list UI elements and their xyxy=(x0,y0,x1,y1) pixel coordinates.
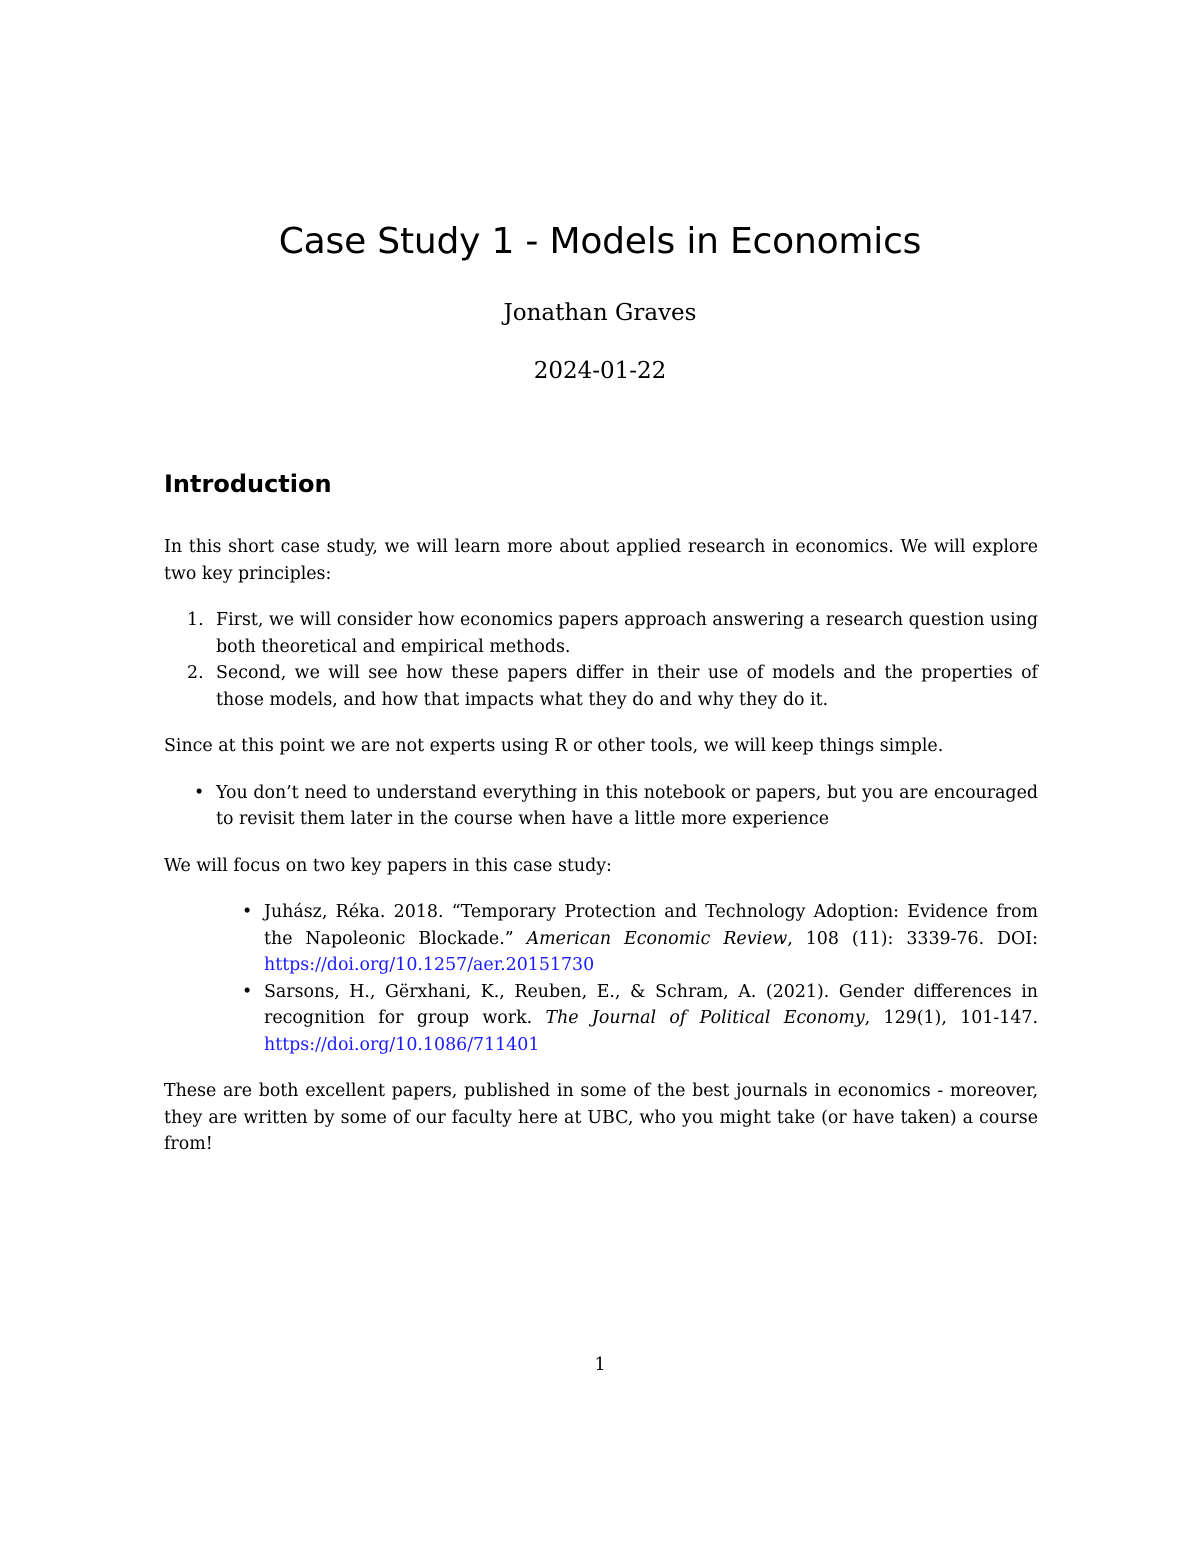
document-date: 2024-01-22 xyxy=(533,358,667,384)
list-item xyxy=(164,780,1038,833)
doi-link[interactable]: https://doi.org/10.1257/aer.20151730 xyxy=(264,955,595,975)
intro-paragraph: In this short case study, we will learn more about applied research in economics. We will explore two key principles: xyxy=(164,537,1038,584)
list-item-text: You don’t need to understand everything in this notebook or papers, but you are encouraged to revisit them later in the course when have a little more experience xyxy=(216,782,1038,829)
document-author: Jonathan Graves xyxy=(503,300,697,326)
closing-paragraph: These are both excellent papers, published in some of the best journals in economics - moreover, they are written by some of our faculty here at UBC, who you might take (or have taken) a course from! xyxy=(164,1081,1038,1154)
principles-list xyxy=(164,607,1038,713)
bullet-marker: • xyxy=(242,981,253,1002)
list-item xyxy=(164,607,1038,660)
list-item-number: 1. xyxy=(187,610,204,630)
doi-link[interactable]: https://doi.org/10.1086/711401 xyxy=(264,1034,540,1055)
notes-list xyxy=(164,780,1038,833)
reference-item xyxy=(164,979,1038,1059)
list-item xyxy=(164,660,1038,713)
bullet-marker: • xyxy=(242,902,253,922)
section-heading-introduction: Introduction xyxy=(164,470,332,498)
page-number: 1 xyxy=(594,1355,606,1375)
reference-item xyxy=(164,899,1038,979)
reference-journal: American Economic Review xyxy=(526,928,788,949)
papers-paragraph: We will focus on two key papers in this case study: xyxy=(164,855,612,876)
document-title: Case Study 1 - Models in Economics xyxy=(278,221,922,262)
list-item-text: First, we will consider how economics papers approach answering a research question using both theoretical and empirical methods. xyxy=(216,610,1038,657)
tools-paragraph: Since at this point we are not experts using R or other tools, we will keep things simple. xyxy=(164,736,944,756)
references-list xyxy=(164,899,1038,1058)
reference-text: Sarsons, H., Gërxhani, K., Reuben, E., & Schram, A. (2021). Gender differences in recognition for group work. xyxy=(264,981,1038,1028)
reference-details: , 108 (11): 3339-76. DOI: xyxy=(787,928,1038,949)
introduction-body xyxy=(164,534,1038,1178)
reference-details: , 129(1), 101-147. xyxy=(864,1008,1038,1028)
bullet-marker: • xyxy=(194,782,205,803)
list-item-number: 2. xyxy=(187,663,204,683)
reference-text: Juhász, Réka. 2018. “Temporary Protection and Technology Adoption: Evidence from the Napoleonic Blockade.” xyxy=(264,902,1038,949)
list-item-text: Second, we will see how these papers differ in their use of models and the properties of those models, and how that impacts what they do and why they do it. xyxy=(216,663,1038,710)
reference-journal: The Journal of Political Economy xyxy=(545,1008,865,1028)
